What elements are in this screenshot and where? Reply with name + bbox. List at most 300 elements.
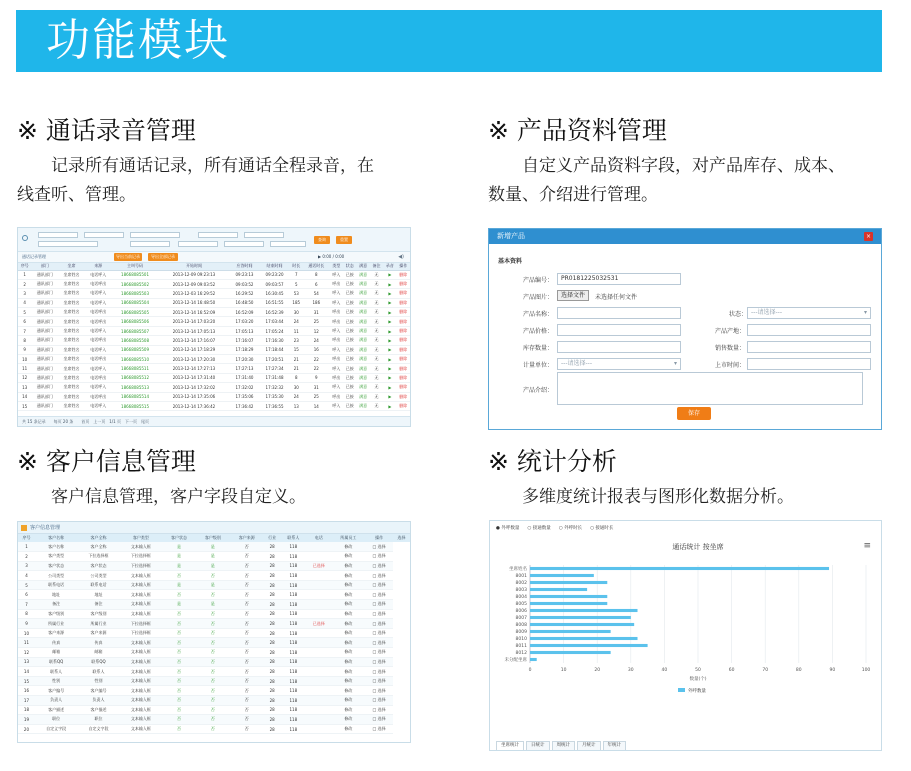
bar[interactable] [530,637,638,640]
table-cell: 无 [370,383,383,392]
table-cell[interactable]: □ 选择 [365,676,393,686]
table-cell: 呼出 [330,355,343,364]
table-cell[interactable]: □ 选择 [365,609,393,619]
volume-icon[interactable]: ◀) [398,254,404,260]
table-cell[interactable]: ▶ [383,317,396,326]
player-time: 0:00 / 0:00 [322,254,345,259]
column-header: 客户名称 [35,534,77,542]
table-row[interactable] [18,628,410,638]
table-row[interactable] [18,289,410,298]
table-cell: 职位 [77,715,119,725]
status-select[interactable] [747,307,871,319]
table-row[interactable] [18,590,410,600]
bar[interactable] [530,588,587,591]
table-cell: 8 [18,336,31,345]
table-cell: 2013-12-14 17:27:13 [158,364,229,373]
table-cell[interactable]: □ 选择 [365,667,393,677]
table-row[interactable] [18,552,410,562]
table-cell[interactable]: 修改 [331,609,365,619]
table-cell: 否 [230,705,264,715]
metric-radio[interactable]: ○ 接通时长 [590,526,614,531]
column-header: 客户级别 [196,534,230,542]
table-row[interactable] [18,392,410,401]
table-cell: 否 [230,715,264,725]
table-row[interactable] [18,667,410,677]
folder-icon [21,525,27,531]
table-cell: 否 [230,724,264,734]
table-cell: 否 [230,667,264,677]
table-cell[interactable]: □ 选择 [365,552,393,562]
header-banner [16,10,882,72]
legend-label[interactable]: 外呼数量 [688,689,706,694]
table-cell: 邮箱 [35,648,77,658]
export-current-button[interactable]: 导出当前记录 [116,254,140,259]
table-cell: 客户来源 [35,628,77,638]
price-input[interactable] [557,324,681,336]
table-cell: 文本输入框 [120,676,162,686]
table-cell[interactable]: ▶ [383,279,396,288]
table-cell: 18668085512 [112,373,159,382]
table-cell: 2013-12-14 17:18:29 [158,345,229,354]
table-cell: 28 [264,667,281,677]
stats-screenshot [489,520,882,751]
close-icon[interactable]: × [865,233,872,240]
table-cell[interactable]: 修改 [331,619,365,629]
table-cell[interactable]: 修改 [331,542,365,552]
table-cell[interactable]: □ 选择 [365,724,393,734]
table-cell: 传真 [77,638,119,648]
chevron-down-icon: ▾ [673,360,677,367]
table-row[interactable] [18,364,410,373]
stats-tab[interactable]: 坐席统计 [496,741,524,750]
stats-tab[interactable]: 月统计 [577,741,601,750]
table-cell: 2013-12-14 16:52:09 [158,308,229,317]
table-cell: 否 [230,571,264,581]
table-cell [306,676,331,686]
table-cell: 10 [18,628,35,638]
table-cell: 联系QQ [77,657,119,667]
table-cell[interactable]: 修改 [331,638,365,648]
recording-screenshot [17,227,411,427]
table-cell: 已接 [343,392,356,401]
table-cell: 满意 [356,298,369,307]
table-cell: 16:52:39 [260,308,290,317]
table-row[interactable] [18,638,410,648]
audio-player[interactable]: ▶ 0:00 / 0:00 [318,254,345,259]
filter-field[interactable] [270,241,306,247]
table-cell: 17:31:40 [229,373,259,382]
save-button[interactable]: 保存 [677,407,711,420]
image-label: 产品图片： [523,294,554,301]
table-cell[interactable]: 删除 [397,308,410,317]
table-cell[interactable]: □ 选择 [365,628,393,638]
table-cell: 满意 [356,317,369,326]
table-cell: 否 [196,609,230,619]
table-cell: 满意 [356,289,369,298]
table-cell: 28 [264,580,281,590]
table-cell: 14 [18,392,31,401]
bar[interactable] [530,630,611,633]
table-cell[interactable]: ▶ [383,392,396,401]
ontime-input[interactable] [747,358,871,370]
table-cell[interactable]: 修改 [331,561,365,571]
table-cell[interactable]: 删除 [397,298,410,307]
table-row[interactable] [18,401,410,410]
table-cell: 通讯部门 [31,355,58,364]
table-cell: 18668085506 [112,317,159,326]
table-row[interactable] [18,580,410,590]
table-cell [306,667,331,677]
table-cell [306,715,331,725]
column-header: 来源 [85,263,112,270]
table-cell: 坐席姓名 [58,289,85,298]
table-row[interactable] [18,373,410,382]
table-cell: 否 [230,561,264,571]
customer-table [18,534,410,734]
table-cell[interactable]: 修改 [331,648,365,658]
table-cell: 30 [290,383,303,392]
table-cell: 1 [18,270,31,279]
table-row[interactable] [18,326,410,335]
name-input[interactable] [557,307,681,319]
table-row[interactable] [18,308,410,317]
table-row[interactable] [18,542,410,552]
table-cell[interactable]: ▶ [383,298,396,307]
export-all-button[interactable]: 导出全部记录 [148,253,178,261]
column-header: 主叫号码 [112,263,159,270]
table-cell[interactable]: 修改 [331,552,365,562]
table-cell: 呼入 [330,298,343,307]
x-tick-label: 80 [795,668,802,673]
origin-input[interactable] [747,324,871,336]
filter-field[interactable] [178,241,218,247]
table-cell: 性别 [77,676,119,686]
table-row[interactable] [18,715,410,725]
table-cell: 通讯部门 [31,383,58,392]
filter-field[interactable] [84,232,124,238]
x-tick-label: 100 [861,668,871,673]
table-cell: 11 [290,326,303,335]
table-row[interactable] [18,345,410,354]
table-cell[interactable]: 修改 [331,600,365,610]
table-cell[interactable]: 修改 [331,724,365,734]
table-row[interactable] [18,298,410,307]
table-cell[interactable]: □ 选择 [365,600,393,610]
table-cell[interactable]: ▶ [383,308,396,317]
y-category-label: 8012 [515,651,527,656]
table-row[interactable] [18,355,410,364]
table-cell: 16:30:45 [260,289,290,298]
table-cell: 10 [18,355,31,364]
table-cell[interactable]: 修改 [331,580,365,590]
table-cell: 2013-12-14 17:35:06 [158,392,229,401]
table-cell[interactable]: 修改 [331,628,365,638]
table-row[interactable] [18,561,410,571]
query-button[interactable]: 查询 [314,236,330,244]
table-cell: 28 [264,715,281,725]
stats-tab[interactable]: 周统计 [552,741,576,750]
table-cell: 3 [18,289,31,298]
bar[interactable] [530,644,648,647]
bar[interactable] [530,567,829,570]
table-row[interactable] [18,724,410,734]
table-cell[interactable]: 修改 [331,686,365,696]
table-cell: 28 [264,696,281,706]
section-title-recording: ※ 通话录音管理 [17,116,196,145]
customer-panel-title: 客户信息管理 [30,525,61,531]
table-cell: 5 [18,308,31,317]
code-input[interactable]: PR0181225032531 [557,273,681,285]
table-cell[interactable]: 删除 [397,373,410,382]
table-cell: 2013-12-03 16:29:52 [158,289,229,298]
table-row[interactable] [18,279,410,288]
table-cell[interactable]: ▶ [383,326,396,335]
table-cell[interactable]: 删除 [397,401,410,410]
table-cell[interactable]: 删除 [397,279,410,288]
table-cell: 17:27:34 [260,364,290,373]
table-cell: 118 [281,571,306,581]
table-cell [306,686,331,696]
recording-table [18,263,410,411]
bar[interactable] [530,602,607,605]
table-cell: 7 [290,270,303,279]
table-cell: 17:20:51 [260,355,290,364]
table-cell: 下拉选择框 [77,552,119,562]
table-cell: 无 [370,373,383,382]
table-cell: 否 [230,619,264,629]
column-header: 序号 [18,534,35,542]
bar[interactable] [530,595,607,598]
table-cell: 无 [370,336,383,345]
table-row[interactable] [18,609,410,619]
table-cell: 2013-12-14 16:48:50 [158,298,229,307]
table-cell[interactable]: 删除 [397,392,410,401]
table-cell[interactable]: ▶ [383,345,396,354]
table-row[interactable] [18,696,410,706]
table-cell: 电话呼出 [85,373,112,382]
table-cell[interactable]: □ 选择 [365,542,393,552]
table-cell: 满意 [356,279,369,288]
table-cell: 通讯部门 [31,308,58,317]
table-cell[interactable]: 删除 [397,326,410,335]
intro-textarea[interactable] [557,372,863,405]
table-cell[interactable]: 删除 [397,355,410,364]
filter-field[interactable] [130,241,170,247]
table-cell[interactable]: ▶ [383,336,396,345]
bar[interactable] [530,581,607,584]
y-category-label: 8008 [515,623,527,628]
table-cell: 15 [18,676,35,686]
x-tick-label: 40 [661,668,668,673]
table-cell[interactable]: 删除 [397,289,410,298]
table-cell: 否 [196,696,230,706]
table-cell: 09:03:57 [260,279,290,288]
table-cell[interactable]: 删除 [397,345,410,354]
filter-field[interactable] [224,241,264,247]
table-cell: 客户状态 [35,561,77,571]
x-tick-label: 90 [829,668,836,673]
table-cell[interactable]: 修改 [331,667,365,677]
table-row[interactable] [18,600,410,610]
table-cell: 是 [162,580,196,590]
table-cell: 6 [18,590,35,600]
table-cell[interactable]: □ 选择 [365,715,393,725]
metric-radio[interactable]: ● 外呼数量 [496,526,520,531]
table-cell: 无 [370,392,383,401]
table-cell[interactable]: □ 选择 [365,571,393,581]
table-cell: 坐席姓名 [58,364,85,373]
table-cell: 否 [162,609,196,619]
table-cell: 呼入 [330,289,343,298]
stats-bar-chart [490,535,882,735]
bar[interactable] [530,623,634,626]
table-cell: 呼出 [330,336,343,345]
bar[interactable] [530,651,611,654]
table-cell[interactable]: □ 选择 [365,648,393,658]
table-cell: 通讯部门 [31,401,58,410]
table-cell: 下拉选择框 [120,552,162,562]
section-title-customer: ※ 客户信息管理 [17,447,196,476]
table-cell: 文本输入框 [120,667,162,677]
unit-select-value: ---请选择--- [561,360,592,367]
table-cell[interactable]: 修改 [331,676,365,686]
table-cell[interactable]: □ 选择 [365,657,393,667]
table-row[interactable] [18,686,410,696]
table-cell: 满意 [356,355,369,364]
table-cell[interactable]: 修改 [331,571,365,581]
table-cell[interactable]: ▶ [383,355,396,364]
table-cell[interactable]: ▶ [383,364,396,373]
table-cell: 电话呼入 [85,345,112,354]
table-cell: 通讯部门 [31,270,58,279]
table-cell[interactable]: 修改 [331,705,365,715]
table-cell[interactable]: □ 选择 [365,619,393,629]
recording-pagination[interactable]: 共 15 条记录 每页 20 条 首页 上一页 1/1 页 下一页 尾页 [18,416,410,426]
table-cell: 否 [196,676,230,686]
table-cell[interactable]: 删除 [397,270,410,279]
table-cell: 4 [18,298,31,307]
table-row[interactable] [18,571,410,581]
section-desc-product-1: 自定义产品资料字段，对产品库存、成本、 [488,156,845,176]
table-cell[interactable]: □ 选择 [365,561,393,571]
table-cell [306,571,331,581]
bar[interactable] [530,574,594,577]
table-cell[interactable]: □ 选择 [365,705,393,715]
table-cell: 54 [303,289,330,298]
table-cell: 已接 [343,289,356,298]
table-cell[interactable]: ▶ [383,383,396,392]
table-row[interactable] [18,657,410,667]
table-cell[interactable]: □ 选择 [365,638,393,648]
table-cell: 联系人 [77,667,119,677]
table-cell: 已接 [343,279,356,288]
table-cell: 地址 [35,590,77,600]
filter-field[interactable] [38,241,98,247]
table-row[interactable] [18,619,410,629]
table-cell: 28 [264,542,281,552]
table-cell[interactable]: 删除 [397,383,410,392]
table-cell[interactable]: 删除 [397,317,410,326]
table-cell: 性别 [35,676,77,686]
table-cell[interactable]: □ 选择 [365,590,393,600]
table-row[interactable] [18,383,410,392]
y-category-label: 坐席姓名 [509,567,527,572]
table-cell: 文本输入框 [120,590,162,600]
filter-field[interactable] [130,232,180,238]
table-cell[interactable]: □ 选择 [365,696,393,706]
table-cell: 通讯部门 [31,289,58,298]
table-cell: 18668085514 [112,392,159,401]
table-cell: 6 [18,317,31,326]
table-cell: 28 [264,571,281,581]
table-cell[interactable]: ▶ [383,289,396,298]
table-cell[interactable]: 修改 [331,696,365,706]
table-cell: 否 [162,667,196,677]
table-cell[interactable]: 删除 [397,336,410,345]
table-cell [306,552,331,562]
table-row[interactable] [18,336,410,345]
filter-field[interactable] [244,232,284,238]
table-cell: 呼出 [330,308,343,317]
table-cell: 12 [18,648,35,658]
column-header: 时长 [290,263,303,270]
metric-radio[interactable]: ○ 接通数量 [527,526,551,531]
table-cell: 17:05:24 [260,326,290,335]
bar[interactable] [530,616,631,619]
reset-button[interactable]: 重置 [336,236,352,244]
menu-icon[interactable]: ≡ [863,541,871,551]
table-cell[interactable]: 修改 [331,657,365,667]
stock-input[interactable] [557,341,681,353]
table-cell: 17:36:55 [260,401,290,410]
section-title-product: ※ 产品资料管理 [488,116,667,145]
unit-select[interactable] [557,358,681,370]
form-section-title: 基本资料 [498,258,523,265]
intro-label: 产品介绍： [523,387,554,394]
table-row[interactable] [18,648,410,658]
table-cell[interactable]: 删除 [397,364,410,373]
table-cell: 否 [162,724,196,734]
table-cell[interactable]: □ 选择 [365,580,393,590]
filter-field[interactable] [38,232,78,238]
table-cell[interactable]: 修改 [331,590,365,600]
table-row[interactable] [18,270,410,279]
table-cell[interactable]: ▶ [383,373,396,382]
table-cell: 18668085502 [112,279,159,288]
table-row[interactable] [18,317,410,326]
table-cell: 满意 [356,383,369,392]
filter-field[interactable] [198,232,238,238]
table-cell: 2013-12-09 09:03:52 [158,279,229,288]
choose-file-button[interactable]: 选择文件 [557,290,589,301]
table-cell[interactable]: 修改 [331,715,365,725]
table-cell[interactable]: ▶ [383,401,396,410]
table-row[interactable] [18,705,410,715]
table-cell: 25 [303,317,330,326]
table-cell: 无 [370,401,383,410]
stats-tab[interactable]: 日统计 [526,741,550,750]
table-cell: 是 [162,561,196,571]
bar[interactable] [530,609,638,612]
metric-radio[interactable]: ○ 外呼时长 [558,526,583,531]
table-row[interactable] [18,676,410,686]
stats-tab[interactable]: 年统计 [603,741,627,750]
sales-input[interactable] [747,341,871,353]
table-cell: 坐席姓名 [58,392,85,401]
table-cell[interactable]: ▶ [383,270,396,279]
table-cell[interactable]: □ 选择 [365,686,393,696]
bar[interactable] [530,658,537,661]
